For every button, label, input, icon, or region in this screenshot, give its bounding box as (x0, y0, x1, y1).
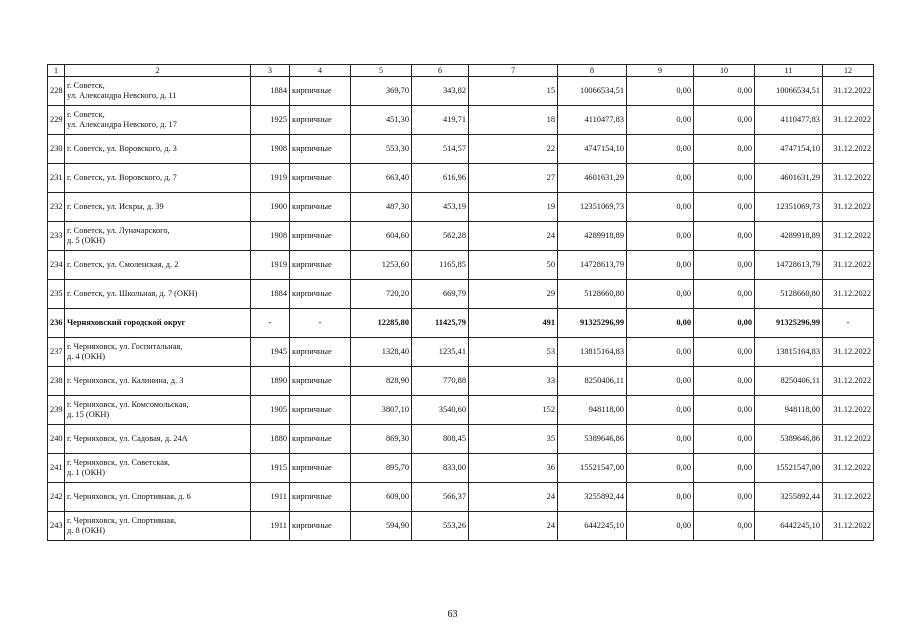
total-cost-cell: 13815164,83 (558, 338, 627, 367)
address-cell: г. Советск, ул. Луначарского, д. 5 (ОКН) (65, 222, 251, 251)
column-9-cell: 0,00 (627, 454, 694, 483)
completion-date-cell: 31.12.2022 (823, 77, 874, 106)
row-number-cell: 236 (48, 309, 65, 338)
wall-material-cell: кирпичные (290, 164, 351, 193)
table-row (48, 425, 874, 454)
column-10-cell: 0,00 (694, 164, 755, 193)
total-area-cell: 895,70 (351, 454, 412, 483)
residents-cell: 19 (469, 193, 558, 222)
column-10-cell: 0,00 (694, 512, 755, 541)
year-built-cell: 1880 (251, 425, 290, 454)
wall-material-cell: кирпичные (290, 251, 351, 280)
total-area-cell: 663,40 (351, 164, 412, 193)
total-area-cell: 720,20 (351, 280, 412, 309)
year-built-cell: 1915 (251, 454, 290, 483)
residents-cell: 36 (469, 454, 558, 483)
column-header-5: 5 (351, 65, 412, 77)
housing-register-table (47, 64, 874, 541)
living-area-cell: 669,79 (412, 280, 469, 309)
row-number-cell: 239 (48, 396, 65, 425)
total-area-cell: 553,30 (351, 135, 412, 164)
year-built-cell: 1911 (251, 483, 290, 512)
row-number-cell: 232 (48, 193, 65, 222)
column-10-cell: 0,00 (694, 77, 755, 106)
residents-cell: 33 (469, 367, 558, 396)
column-10-cell: 0,00 (694, 454, 755, 483)
total-cost-cell: 5128660,80 (558, 280, 627, 309)
column-10-cell: 0,00 (694, 193, 755, 222)
living-area-cell: 833,00 (412, 454, 469, 483)
row-number-cell: 240 (48, 425, 65, 454)
year-built-cell: 1900 (251, 193, 290, 222)
column-11-cell: 5128660,80 (755, 280, 823, 309)
address-cell: г. Черняховск, ул. Спортивная, д. 8 (ОКН) (65, 512, 251, 541)
table-body (48, 77, 874, 541)
living-area-cell: 11425,79 (412, 309, 469, 338)
column-header-1: 1 (48, 65, 65, 77)
column-header-10: 10 (694, 65, 755, 77)
table-row (48, 251, 874, 280)
address-cell: г. Черняховск, ул. Комсомольская, д. 15 (ОКН) (65, 396, 251, 425)
wall-material-cell: кирпичные (290, 222, 351, 251)
wall-material-cell: кирпичные (290, 77, 351, 106)
row-number-cell: 242 (48, 483, 65, 512)
column-9-cell: 0,00 (627, 222, 694, 251)
column-9-cell: 0,00 (627, 309, 694, 338)
wall-material-cell: кирпичные (290, 135, 351, 164)
page-number: 63 (447, 609, 458, 620)
year-built-cell: 1884 (251, 77, 290, 106)
table-row (48, 338, 874, 367)
total-area-cell: 12285,80 (351, 309, 412, 338)
column-11-cell: 15521547,00 (755, 454, 823, 483)
wall-material-cell: кирпичные (290, 106, 351, 135)
total-cost-cell: 6442245,10 (558, 512, 627, 541)
wall-material-cell: кирпичные (290, 454, 351, 483)
column-header-6: 6 (412, 65, 469, 77)
residents-cell: 27 (469, 164, 558, 193)
address-cell: г. Черняховск, ул. Садовая, д. 24А (65, 425, 251, 454)
column-9-cell: 0,00 (627, 280, 694, 309)
completion-date-cell: 31.12.2022 (823, 106, 874, 135)
residents-cell: 491 (469, 309, 558, 338)
table-row (48, 222, 874, 251)
wall-material-cell: кирпичные (290, 193, 351, 222)
year-built-cell: 1919 (251, 251, 290, 280)
summary-row (48, 309, 874, 338)
column-header-11: 11 (755, 65, 823, 77)
table-row (48, 454, 874, 483)
table-row (48, 396, 874, 425)
column-9-cell: 0,00 (627, 135, 694, 164)
column-10-cell: 0,00 (694, 251, 755, 280)
total-area-cell: 594,90 (351, 512, 412, 541)
column-9-cell: 0,00 (627, 396, 694, 425)
column-10-cell: 0,00 (694, 338, 755, 367)
living-area-cell: 616,96 (412, 164, 469, 193)
year-built-cell: 1905 (251, 396, 290, 425)
total-cost-cell: 4601631,29 (558, 164, 627, 193)
column-11-cell: 3255892,44 (755, 483, 823, 512)
address-cell: г. Советск, ул. Искры, д. 39 (65, 193, 251, 222)
column-header-7: 7 (469, 65, 558, 77)
column-11-cell: 4747154,10 (755, 135, 823, 164)
completion-date-cell: 31.12.2022 (823, 454, 874, 483)
living-area-cell: 808,45 (412, 425, 469, 454)
column-10-cell: 0,00 (694, 483, 755, 512)
row-number-cell: 243 (48, 512, 65, 541)
column-header-2: 2 (65, 65, 251, 77)
table-row (48, 367, 874, 396)
residents-cell: 15 (469, 77, 558, 106)
total-cost-cell: 14728613,79 (558, 251, 627, 280)
row-number-cell: 238 (48, 367, 65, 396)
column-header-8: 8 (558, 65, 627, 77)
column-11-cell: 91325296,99 (755, 309, 823, 338)
total-area-cell: 451,30 (351, 106, 412, 135)
table-row (48, 483, 874, 512)
living-area-cell: 562,28 (412, 222, 469, 251)
total-cost-cell: 12351069,73 (558, 193, 627, 222)
row-number-cell: 235 (48, 280, 65, 309)
wall-material-cell: кирпичные (290, 396, 351, 425)
row-number-cell: 233 (48, 222, 65, 251)
completion-date-cell: 31.12.2022 (823, 280, 874, 309)
address-cell: г. Советск, ул. Александра Невского, д. 11 (65, 77, 251, 106)
total-area-cell: 1253,60 (351, 251, 412, 280)
table-row (48, 280, 874, 309)
column-11-cell: 4289918,89 (755, 222, 823, 251)
column-11-cell: 8250406,11 (755, 367, 823, 396)
address-cell: г. Черняховск, ул. Госпитальная, д. 4 (ОКН) (65, 338, 251, 367)
column-10-cell: 0,00 (694, 280, 755, 309)
total-cost-cell: 4110477,83 (558, 106, 627, 135)
column-10-cell: 0,00 (694, 396, 755, 425)
total-area-cell: 604,60 (351, 222, 412, 251)
year-built-cell: - (251, 309, 290, 338)
total-cost-cell: 4747154,10 (558, 135, 627, 164)
column-9-cell: 0,00 (627, 193, 694, 222)
column-10-cell: 0,00 (694, 367, 755, 396)
address-cell: г. Советск, ул. Воровского, д. 3 (65, 135, 251, 164)
address-cell: г. Черняховск, ул. Калинина, д. 3 (65, 367, 251, 396)
residents-cell: 152 (469, 396, 558, 425)
column-10-cell: 0,00 (694, 309, 755, 338)
column-9-cell: 0,00 (627, 338, 694, 367)
residents-cell: 53 (469, 338, 558, 367)
address-cell: г. Советск, ул. Воровского, д. 7 (65, 164, 251, 193)
year-built-cell: 1925 (251, 106, 290, 135)
column-9-cell: 0,00 (627, 367, 694, 396)
residents-cell: 35 (469, 425, 558, 454)
address-cell: г. Черняховск, ул. Советская, д. 1 (ОКН) (65, 454, 251, 483)
residents-cell: 29 (469, 280, 558, 309)
column-header-12: 12 (823, 65, 874, 77)
column-11-cell: 4601631,29 (755, 164, 823, 193)
wall-material-cell: - (290, 309, 351, 338)
living-area-cell: 1165,85 (412, 251, 469, 280)
column-number-row (48, 65, 874, 77)
living-area-cell: 343,82 (412, 77, 469, 106)
living-area-cell: 553,26 (412, 512, 469, 541)
total-area-cell: 487,30 (351, 193, 412, 222)
wall-material-cell: кирпичные (290, 425, 351, 454)
wall-material-cell: кирпичные (290, 280, 351, 309)
total-cost-cell: 91325296,99 (558, 309, 627, 338)
year-built-cell: 1884 (251, 280, 290, 309)
residents-cell: 24 (469, 512, 558, 541)
table-row (48, 77, 874, 106)
row-number-cell: 228 (48, 77, 65, 106)
address-cell: г. Советск, ул. Школьная, д. 7 (ОКН) (65, 280, 251, 309)
table-row (48, 135, 874, 164)
total-area-cell: 869,30 (351, 425, 412, 454)
completion-date-cell: 31.12.2022 (823, 222, 874, 251)
table-row (48, 164, 874, 193)
total-cost-cell: 948118,00 (558, 396, 627, 425)
column-9-cell: 0,00 (627, 483, 694, 512)
year-built-cell: 1911 (251, 512, 290, 541)
completion-date-cell: 31.12.2022 (823, 367, 874, 396)
row-number-cell: 241 (48, 454, 65, 483)
total-area-cell: 1328,40 (351, 338, 412, 367)
row-number-cell: 231 (48, 164, 65, 193)
row-number-cell: 237 (48, 338, 65, 367)
total-cost-cell: 5389646,86 (558, 425, 627, 454)
table-row (48, 106, 874, 135)
completion-date-cell: 31.12.2022 (823, 164, 874, 193)
residents-cell: 22 (469, 135, 558, 164)
living-area-cell: 566,37 (412, 483, 469, 512)
living-area-cell: 3540,60 (412, 396, 469, 425)
wall-material-cell: кирпичные (290, 483, 351, 512)
residents-cell: 24 (469, 222, 558, 251)
total-cost-cell: 4289918,89 (558, 222, 627, 251)
column-11-cell: 12351069,73 (755, 193, 823, 222)
completion-date-cell: 31.12.2022 (823, 251, 874, 280)
wall-material-cell: кирпичные (290, 338, 351, 367)
completion-date-cell: 31.12.2022 (823, 193, 874, 222)
column-9-cell: 0,00 (627, 425, 694, 454)
year-built-cell: 1890 (251, 367, 290, 396)
total-area-cell: 609,00 (351, 483, 412, 512)
column-9-cell: 0,00 (627, 164, 694, 193)
completion-date-cell: 31.12.2022 (823, 396, 874, 425)
total-cost-cell: 10066534,51 (558, 77, 627, 106)
address-cell: г. Советск, ул. Смоленская, д. 2 (65, 251, 251, 280)
total-area-cell: 828,90 (351, 367, 412, 396)
row-number-cell: 234 (48, 251, 65, 280)
total-cost-cell: 3255892,44 (558, 483, 627, 512)
living-area-cell: 419,71 (412, 106, 469, 135)
table-row (48, 512, 874, 541)
address-cell: г. Черняховск, ул. Спортивная, д. 6 (65, 483, 251, 512)
column-11-cell: 5389646,86 (755, 425, 823, 454)
column-10-cell: 0,00 (694, 106, 755, 135)
column-9-cell: 0,00 (627, 251, 694, 280)
table-header (48, 65, 874, 77)
completion-date-cell: - (823, 309, 874, 338)
table-row (48, 193, 874, 222)
column-9-cell: 0,00 (627, 77, 694, 106)
column-10-cell: 0,00 (694, 425, 755, 454)
completion-date-cell: 31.12.2022 (823, 135, 874, 164)
column-11-cell: 6442245,10 (755, 512, 823, 541)
wall-material-cell: кирпичные (290, 512, 351, 541)
address-cell: г. Советск, ул. Александра Невского, д. 17 (65, 106, 251, 135)
living-area-cell: 514,57 (412, 135, 469, 164)
column-header-4: 4 (290, 65, 351, 77)
column-10-cell: 0,00 (694, 135, 755, 164)
completion-date-cell: 31.12.2022 (823, 425, 874, 454)
total-area-cell: 369,70 (351, 77, 412, 106)
completion-date-cell: 31.12.2022 (823, 483, 874, 512)
living-area-cell: 1235,41 (412, 338, 469, 367)
completion-date-cell: 31.12.2022 (823, 512, 874, 541)
living-area-cell: 453,19 (412, 193, 469, 222)
year-built-cell: 1945 (251, 338, 290, 367)
year-built-cell: 1908 (251, 222, 290, 251)
column-11-cell: 14728613,79 (755, 251, 823, 280)
completion-date-cell: 31.12.2022 (823, 338, 874, 367)
residents-cell: 18 (469, 106, 558, 135)
year-built-cell: 1919 (251, 164, 290, 193)
total-cost-cell: 8250406,11 (558, 367, 627, 396)
residents-cell: 24 (469, 483, 558, 512)
column-10-cell: 0,00 (694, 222, 755, 251)
address-cell: Черняховский городской округ (65, 309, 251, 338)
column-11-cell: 948118,00 (755, 396, 823, 425)
column-header-3: 3 (251, 65, 290, 77)
column-9-cell: 0,00 (627, 106, 694, 135)
total-area-cell: 3807,10 (351, 396, 412, 425)
total-cost-cell: 15521547,00 (558, 454, 627, 483)
residents-cell: 50 (469, 251, 558, 280)
column-11-cell: 4110477,83 (755, 106, 823, 135)
year-built-cell: 1908 (251, 135, 290, 164)
column-11-cell: 10066534,51 (755, 77, 823, 106)
wall-material-cell: кирпичные (290, 367, 351, 396)
column-9-cell: 0,00 (627, 512, 694, 541)
column-header-9: 9 (627, 65, 694, 77)
living-area-cell: 770,88 (412, 367, 469, 396)
row-number-cell: 230 (48, 135, 65, 164)
column-11-cell: 13815164,83 (755, 338, 823, 367)
row-number-cell: 229 (48, 106, 65, 135)
